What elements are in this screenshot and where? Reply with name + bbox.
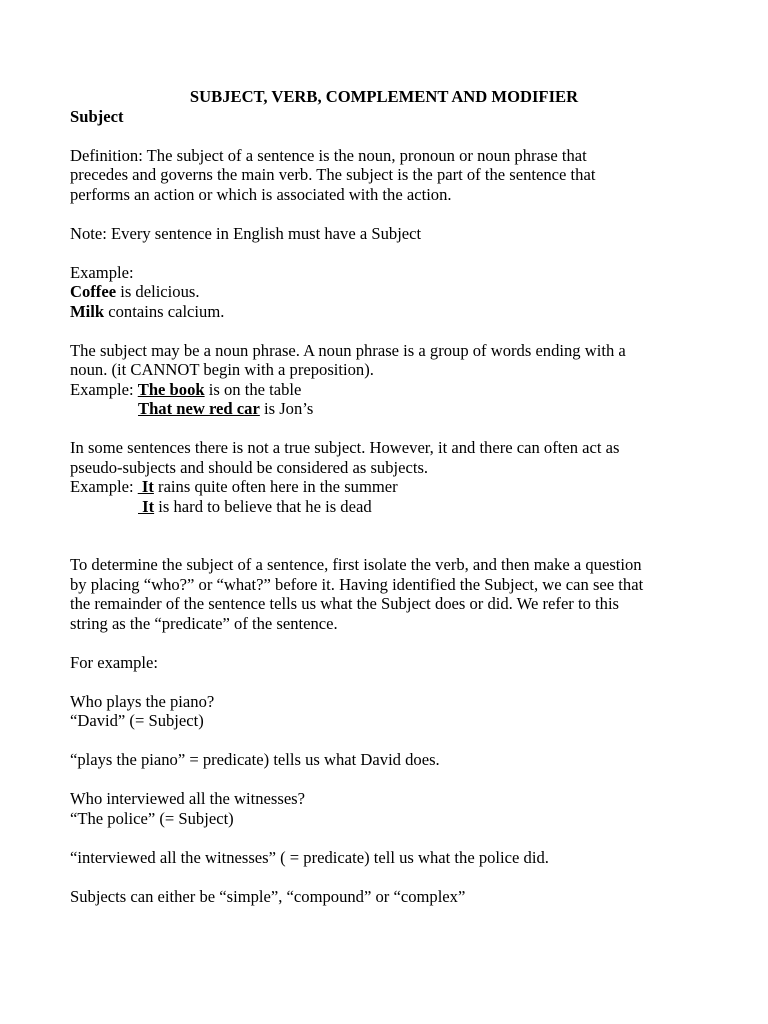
- example-block: [70, 263, 700, 322]
- spacer: [70, 419, 700, 439]
- spacer: [70, 867, 700, 887]
- spacer: [70, 731, 700, 751]
- for-example-label: For example:: [70, 652, 159, 672]
- sentence-rest: is on the table: [204, 379, 302, 399]
- subject-word: Milk: [70, 301, 105, 321]
- definition-line: precedes and governs the main verb. The subject is the part of the sentence that: [70, 165, 596, 184]
- spacer: [70, 126, 700, 146]
- sentence-rest: is Jon’s: [259, 399, 314, 418]
- question-line: Who plays the piano?: [70, 691, 215, 711]
- spacer: [70, 243, 700, 263]
- answer-line: “David” (= Subject): [70, 711, 204, 730]
- noun-phrase-paragraph: [70, 341, 700, 419]
- spacer: [70, 672, 700, 692]
- definition-line: Definition: The subject of a sentence is the noun, pronoun or noun phrase that: [70, 145, 587, 165]
- sentence-rest: contains calcium.: [104, 301, 225, 321]
- subject-phrase: The book: [137, 379, 205, 399]
- example-sentence: [70, 399, 700, 419]
- spacer: [70, 321, 700, 341]
- spacer: [70, 536, 700, 556]
- example-sentence: [70, 302, 700, 322]
- example-label: Example:: [70, 477, 138, 496]
- example-sentence: [70, 497, 700, 517]
- document-page: [70, 87, 700, 906]
- example-sentence: [70, 282, 700, 302]
- paragraph-line: by placing “who?” or “what?” before it. Having identified the Subject, we can see that: [70, 574, 644, 594]
- paragraph-line: noun. (it CANNOT begin with a preposition).: [70, 360, 374, 379]
- subject-phrase: That new red car: [138, 399, 260, 418]
- determine-subject-paragraph: [70, 555, 700, 633]
- definition-paragraph: [70, 146, 700, 205]
- note-paragraph: Note: Every sentence in English must have a Subject: [70, 223, 422, 243]
- section-heading-subject: Subject: [70, 106, 124, 126]
- answer-line: “The police” (= Subject): [70, 808, 234, 828]
- spacer: [70, 516, 700, 536]
- example-label: Example:: [70, 379, 138, 399]
- paragraph-line: To determine the subject of a sentence, first isolate the verb, and then make a question: [70, 555, 642, 574]
- predicate-line: “interviewed all the witnesses” ( = predicate) tell us what the police did.: [70, 847, 549, 867]
- spacer: [70, 204, 700, 224]
- pseudo-subject-paragraph: [70, 438, 700, 516]
- question-line: Who interviewed all the witnesses?: [70, 789, 306, 808]
- example-sentence: [70, 380, 700, 400]
- sentence-rest: is delicious.: [116, 282, 200, 301]
- definition-line: performs an action or which is associated with the action.: [70, 184, 452, 204]
- page-title: SUBJECT, VERB, COMPLEMENT AND MODIFIER: [189, 87, 579, 106]
- sentence-rest: is hard to believe that he is dead: [154, 496, 372, 516]
- predicate-line: “plays the piano” = predicate) tells us what David does.: [70, 750, 440, 769]
- paragraph-line: In some sentences there is not a true subject. However, it and there can often act as: [70, 438, 620, 457]
- spacer: [70, 633, 700, 653]
- paragraph-line: string as the “predicate” of the sentence.: [70, 613, 338, 633]
- spacer: [70, 770, 700, 790]
- example-sentence: [70, 477, 700, 497]
- paragraph-line: The subject may be a noun phrase. A noun phrase is a group of words ending with a: [70, 340, 626, 360]
- subject-word: It: [137, 477, 154, 496]
- example-label: Example:: [70, 262, 134, 282]
- spacer: [70, 828, 700, 848]
- closing-line: Subjects can either be “simple”, “compound” or “complex”: [70, 886, 466, 906]
- subject-word: It: [138, 496, 155, 516]
- sentence-rest: rains quite often here in the summer: [153, 477, 398, 496]
- subject-word: Coffee: [70, 282, 117, 301]
- paragraph-line: pseudo-subjects and should be considered as subjects.: [70, 457, 429, 477]
- paragraph-line: the remainder of the sentence tells us what the Subject does or did. We refer to this: [70, 594, 620, 613]
